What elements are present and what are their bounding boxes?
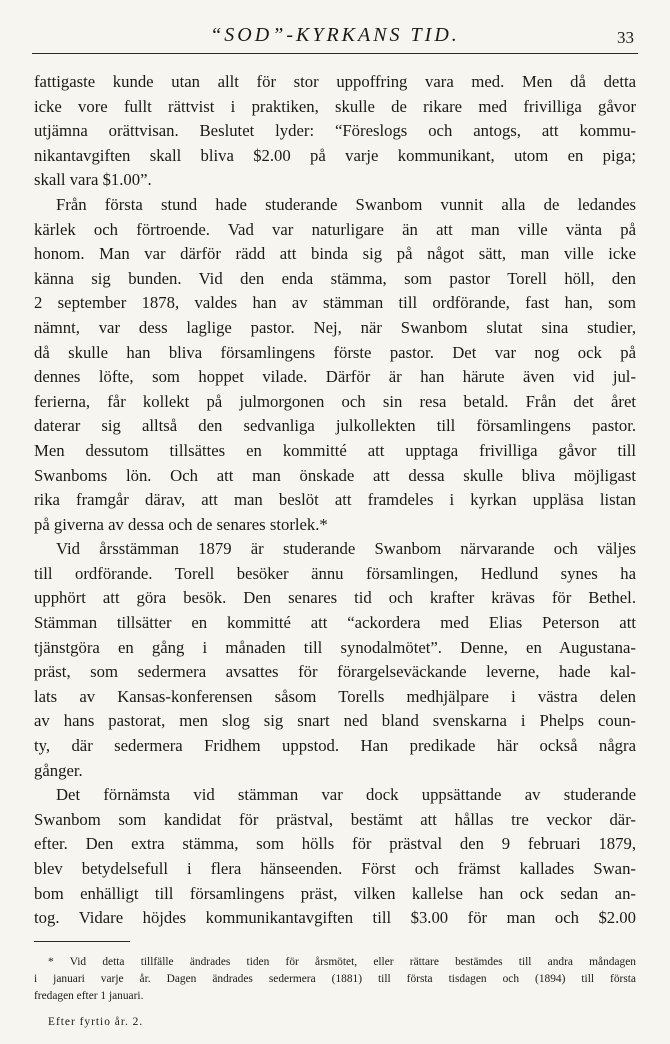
text-line: Swanboms lön. Och att man önskade att dessa skulle bliva möjligast xyxy=(34,465,636,485)
text-line: Men dessutom tillsättes en kommitté att upptaga frivilliga gåvor till xyxy=(34,440,636,460)
running-title: “SOD”-KYRKANS TID. xyxy=(210,24,460,46)
text-line: på giverna av dessa och de senares storlek.* xyxy=(34,514,328,534)
footnote-line: i januari varje år. Dagen ändrades sedermera (1881) till första tisdagen och (1894) till första xyxy=(34,973,636,985)
text-line: Från första stund hade studerande Swanbom vunnit alla de ledandes xyxy=(56,194,636,214)
text-line: utjämna orättvisan. Beslutet lyder: “Föreslogs och antogs, att kommu- xyxy=(34,121,636,141)
text-line: nikantavgiften skall bliva $2.00 på varje kommunikant, utom en piga; xyxy=(34,145,636,165)
text-line: blev betydelsefull i flera hänseenden. Först och främst kallades Swan- xyxy=(34,859,636,878)
body-text xyxy=(34,70,636,931)
text-line: fattigaste kunde utan allt för stor uppoffring vara med. Men då detta xyxy=(34,72,636,91)
text-line: skall vara $1.00”. xyxy=(34,170,152,190)
footnote xyxy=(34,954,636,1005)
text-line: upphört att göra besök. Den senares tid och krafter krävas för Bethel. xyxy=(34,588,636,608)
text-line: bom enhälligt till församlingens präst, vilken kallelse han ock sedan an- xyxy=(34,883,636,903)
text-line: tjänstgöra en gång i månaden till synodalmötet”. Denne, en Augustana- xyxy=(34,637,636,657)
text-line: tog. Vidare höjdes kommunikantavgiften till $3.00 för man och $2.00 xyxy=(34,908,636,928)
text-line: ferierna, får kollekt på julmorgonen och sin resa betald. Från det året xyxy=(34,391,636,411)
text-line: gånger. xyxy=(34,760,83,780)
text-line: 2 september 1878, valdes han av stämman till ordförande, fast han, som xyxy=(34,293,636,313)
text-line: nämnt, var dess laglige pastor. Nej, när Swanbom slutat sina studier, xyxy=(34,317,636,337)
text-line: lats av Kansas-konferensen såsom Torells medhjälpare i västra delen xyxy=(34,686,636,706)
text-line: honom. Man var därför rädd att binda sig på något sätt, man ville icke xyxy=(34,244,636,264)
text-line: till ordförande. Torell besöker ännu församlingen, Hedlund synes ha xyxy=(34,563,636,583)
signature-mark: Efter fyrtio år. 2. xyxy=(48,1016,144,1028)
text-line: Vid årsstämman 1879 är studerande Swanbom närvarande och väljes xyxy=(56,539,636,559)
text-line: efter. Den extra stämma, som hölls för prästval den 9 februari 1879, xyxy=(34,834,636,854)
header-rule xyxy=(32,53,638,54)
page-number: 33 xyxy=(617,28,634,47)
text-line: Det förnämsta vid stämman var dock uppsättande av studerande xyxy=(56,785,636,805)
text-line: då skulle han bliva församlingens förste pastor. Det var nog ock på xyxy=(34,342,636,362)
text-line: ty, där sedermera Fridhem uppstod. Han predikade här också några xyxy=(34,736,636,756)
text-line: känna sig bunden. Vid den enda stämma, som pastor Torell höll, den xyxy=(34,268,636,288)
text-line: av hans pastorat, men slog sig snart ned bland svenskarna i Phelps coun- xyxy=(34,711,636,731)
footnote-line: * Vid detta tillfälle ändrades tiden för årsmötet, eller rättare bestämdes till andra måndagen xyxy=(48,956,636,968)
text-line: präst, som sedermera avsattes för förargelseväckande leverne, hade kal- xyxy=(34,662,636,682)
text-line: dennes löfte, som hoppet vilade. Därför är han härute även vid jul- xyxy=(34,367,636,387)
footnote-line: fredagen efter 1 januari. xyxy=(34,990,144,1002)
page-header xyxy=(32,14,638,54)
text-line: kärlek och förtroende. Vad var naturligare än att man ville vänta på xyxy=(34,219,636,239)
text-line: daterar sig alltså den sedvanliga julkollekten till församlingens pastor. xyxy=(34,416,636,436)
footnote-rule xyxy=(34,941,130,942)
text-line: icke vore fullt rättvist i praktiken, skulle de rikare med frivilliga gåvor xyxy=(34,96,636,116)
text-line: rika framgår därav, att man beslöt att framdeles i kyrkan uppläsa listan xyxy=(34,490,636,510)
text-line: Stämman tillsätter en kommitté att “ackordera med Elias Peterson att xyxy=(34,613,636,633)
text-line: Swanbom som kandidat för prästval, bestämt att hållas tre veckor där- xyxy=(34,809,636,829)
